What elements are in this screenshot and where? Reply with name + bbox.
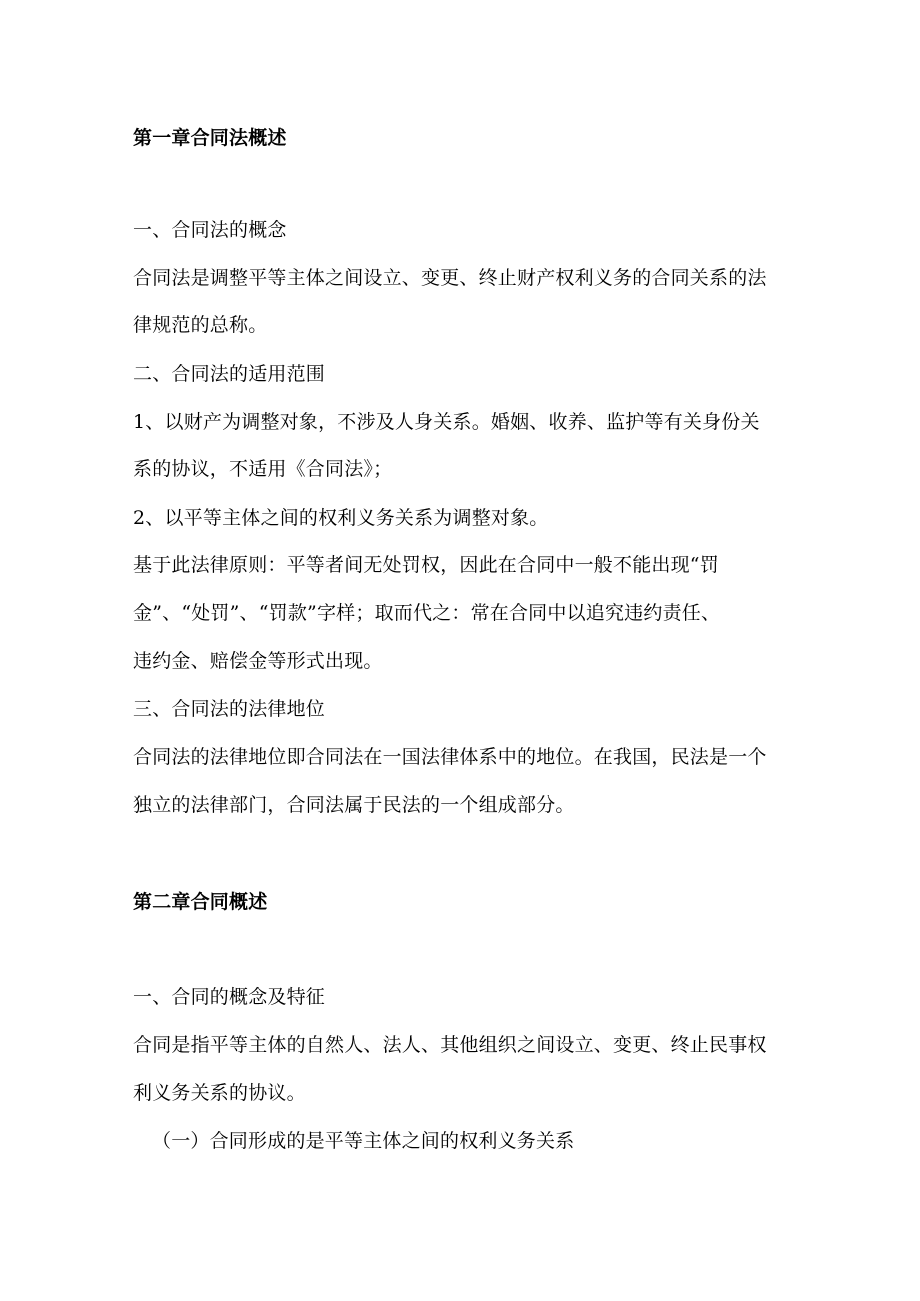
section-1-3-heading: 三、合同法的法律地位 bbox=[133, 698, 326, 720]
section-1-1-paragraph-line-2: 律规范的总称。 bbox=[133, 314, 268, 336]
section-1-2-item-1-line-2: 系的协议，不适用《合同法》； bbox=[133, 458, 393, 480]
section-1-2-item-1-line-1: 1、以财产为调整对象，不涉及人身关系。婚姻、收养、监护等有关身份关 bbox=[133, 411, 760, 433]
chapter-2-title: 第二章合同概述 bbox=[133, 891, 268, 913]
section-2-1-paragraph-line-1: 合同是指平等主体的自然人、法人、其他组织之间设立、变更、终止民事权 bbox=[133, 1034, 767, 1056]
section-1-2-item-2: 2、以平等主体之间的权利义务关系为调整对象。 bbox=[133, 507, 549, 529]
section-2-1-heading: 一、合同的概念及特征 bbox=[133, 986, 326, 1008]
chapter-1-title: 第一章合同法概述 bbox=[133, 127, 287, 149]
section-1-1-heading: 一、合同法的概念 bbox=[133, 219, 287, 241]
section-1-2-note-line-2: 金”、“处罚”、“罚款”字样；取而代之：常在合同中以追究违约责任、 bbox=[133, 602, 721, 624]
section-1-3-paragraph-line-1: 合同法的法律地位即合同法在一国法律体系中的地位。在我国，民法是一个 bbox=[133, 746, 767, 768]
section-1-2-note-line-1: 基于此法律原则：平等者间无处罚权，因此在合同中一般不能出现“罚 bbox=[133, 554, 719, 576]
section-2-1-paragraph-line-2: 利义务关系的协议。 bbox=[133, 1082, 306, 1104]
section-1-2-heading: 二、合同法的适用范围 bbox=[133, 363, 326, 385]
section-2-1-subsection-1: （一）合同形成的是平等主体之间的权利义务关系 bbox=[152, 1130, 575, 1152]
section-1-2-note-line-3: 违约金、赔偿金等形式出现。 bbox=[133, 650, 383, 672]
section-1-1-paragraph-line-1: 合同法是调整平等主体之间设立、变更、终止财产权利义务的合同关系的法 bbox=[133, 267, 767, 289]
section-1-3-paragraph-line-2: 独立的法律部门，合同法属于民法的一个组成部分。 bbox=[133, 794, 575, 816]
